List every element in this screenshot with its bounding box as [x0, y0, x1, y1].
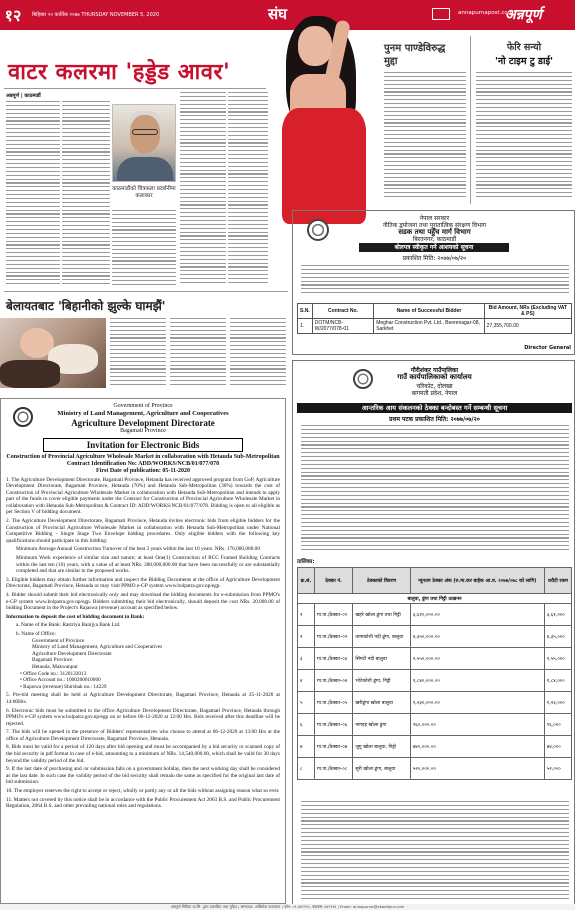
belayat-text-3: [230, 318, 286, 392]
cell-deposit: ५२,०००: [544, 758, 571, 780]
cell-code: गा.पा./ठेक्का–०४: [314, 670, 352, 692]
table-row: [298, 626, 572, 648]
cell-amount: १,२३०,०००.००: [410, 692, 544, 714]
bank-name: a. Name of the Bank: Rastriya Banijya Bank Ltd.: [16, 622, 121, 629]
contract-id: Contract Identification No: ADD/WORKS/NCB/01/077/078: [66, 460, 220, 467]
notice-ministry: Ministry of Land Management, Agriculture and Cooperatives: [57, 410, 229, 417]
article-column-4: [180, 92, 226, 290]
bank-info: Information to deposit the cost of bidding document in Bank:: [6, 613, 145, 620]
cell-item: खरीढुंगा खोला बालुवा: [353, 692, 410, 714]
bank-office-5: Hetauda, Makwanpur: [32, 663, 78, 670]
first-publication: First Date of publication: 05-11-2020: [96, 467, 190, 474]
notice-gov: Government of Province: [113, 403, 173, 409]
cell-item: सुरी खोला ढुंगा, बालुवा: [353, 758, 410, 780]
actress-photo: [268, 16, 380, 224]
headline-poonam: पुनम पाण्डेविरुद्ध मुद्दा: [384, 43, 446, 67]
paragraph-6: 6. Electronic bids must be submitted to the office Agriculture Development Directorate, Bagamati Province, Hetauda through PPMO's e-GP system www.bolpatra.gov.np/egp on or before 06-12-2020 at 12:00 Hrs. Bids received after this deadline will be rejected.: [6, 707, 280, 727]
group-heading: बालुवा, ढुंगा तथा गिट्टी उत्खनन: [298, 594, 572, 604]
tender1-sub: सडक तथा पहुँच मार्ग विभाग: [398, 228, 471, 236]
cell-sn: ७: [298, 736, 315, 758]
tender2-published: प्रथम पटक प्रकाशित मिति: २०७७/०७/२०: [389, 416, 480, 423]
brand-logo: अन्नपूर्ण: [505, 7, 542, 23]
cell-sn: २: [298, 626, 315, 648]
cell-deposit: ७४,०००: [544, 736, 571, 758]
cell-code: गा.पा./ठेक्का–०५: [314, 692, 352, 714]
cell-sn: ८: [298, 758, 315, 780]
cell-sn: 1.: [298, 319, 313, 334]
cell-amount: ३,६१०,०००.००: [410, 604, 544, 626]
col-sn: S.N.: [298, 304, 313, 319]
bank-office-1: Government of Province: [32, 637, 85, 644]
col-amount: न्यूनतम ठेक्का अंक (रु.मा.कर बाहेक आ.व. २०७७/०७८ को लागि): [410, 568, 544, 594]
cell-deposit: १,२३,०००: [544, 692, 571, 714]
table-row: [298, 736, 572, 758]
cell-deposit: २,५५,०००: [544, 648, 571, 670]
cell-deposit: ४,३५,०००: [544, 626, 571, 648]
masthead-logo: संघ: [268, 5, 288, 23]
col-bidder: Name of Successful Bidder: [374, 304, 484, 319]
headline-no-time: 'नो टाइम टु डाई': [494, 56, 554, 67]
bank-office-4: Bagamati Province: [32, 657, 73, 664]
government-emblem-icon: [13, 407, 33, 427]
photo-caption: काठमाडौंको चित्रकला प्रदर्शनीमा कलाकार: [112, 186, 176, 199]
tender1-place: बिरतनगर, काठमाडौं: [412, 236, 457, 243]
bid-acceptance-notice: [292, 210, 575, 355]
tender1-dept: नीतिक द्वयोजना तथा पुरातात्विक संरक्षण विभाग: [382, 222, 487, 229]
invitation-title: Invitation for Electronic Bids: [43, 438, 243, 452]
col-deposit: धरौटी रकम: [544, 568, 571, 594]
article-column-2: [62, 101, 110, 289]
headline-fari: फेरि सन्यो: [506, 42, 542, 53]
belayat-text-1: [110, 318, 166, 392]
rajaswa-code: • Rajaswa (revenue) Shirshak no.: 14229: [20, 683, 107, 690]
cell-deposit: ३,६१,०००: [544, 604, 571, 626]
table-row: [298, 692, 572, 714]
paragraph-7: 7. The bids will be opened in the presence of Bidders' representatives who choose to attend at 06-12-2020 at 13:00 Hrs at the office of Agriculture Development Directorate, Bagamati Province, Hetauda.: [6, 729, 280, 742]
cell-amount: 27,355,700.00: [484, 319, 571, 334]
bullet-1: Minimum Average Annual Construction Turnover of the best 3 years within the last 10 years. NRs. 176,000,000.00: [16, 546, 260, 553]
cell-sn: ६: [298, 714, 315, 736]
footer: अन्नपूर्ण मिडिया प्रा.लि. द्वारा प्रकाशित तथा मुद्रित | सम्पादक: अखिलेश उपाध्याय | फोन: ०१-४४२९९०, फ्याक्स: ४४२९९४ | Email: annapurna@ekantipur.com: [0, 904, 575, 910]
newspaper-icon: [432, 8, 450, 20]
paragraph-3: 3. Eligible bidders may obtain further information and inspect the Bidding Documents at the office of Agriculture Development Directorate, Bagamati Province, Hetauda or may visit PPMO e-GP system www.bolpatra.gov.np/egp.: [6, 576, 280, 590]
belayat-text-2: [170, 318, 226, 392]
cell-item: जुगु खोला बालुवा, गिट्टी: [353, 736, 410, 758]
cell-item: नागदह खोला ढुंगा: [353, 714, 410, 736]
tender2-gov: गौरीशंकर गाउँपालिका: [410, 367, 459, 374]
cell-amount: ४,३५०,०००.००: [410, 626, 544, 648]
revenue-contract-notice: [292, 360, 575, 908]
tender2-body: [301, 425, 569, 555]
tender1-published: प्रकाशित मिति: २०७७/०७/२०: [402, 255, 467, 262]
cell-deposit: ९६,०००: [544, 714, 571, 736]
cell-item: खहरे खोला ढुंगा तथा गिट्टी: [353, 604, 410, 626]
website[interactable]: annapurnapost.com: [458, 10, 514, 16]
paragraph-5: 5. Pre-bid meeting shall be held at Agriculture Development Directorate, Bagamati Province, Hetauda at 25-11-2020 at 14:00Hrs.: [6, 692, 280, 705]
col-code: ठेक्का नं.: [314, 568, 352, 594]
paragraph-4: 4. Bidder should submit their bid electronically only and may download the bidding documents for e-submission from PPMO's e-GP system www.bolpatra.gov.np/egp. Bidders submitting their bid electronically, should deposit the cost NRs. 20,000.00 of bidding Document in the Project's Rajaswa (revenue) account as specified below.: [6, 592, 280, 612]
article-column-3: [112, 210, 176, 290]
table-row: [298, 648, 572, 670]
table-row: [298, 670, 572, 692]
signatory: Director General: [524, 345, 571, 351]
cell-sn: ३: [298, 648, 315, 670]
notice-directorate: Agriculture Development Directorate: [71, 417, 215, 428]
tender2-conditions: [301, 801, 569, 905]
tender2-place: चरिकोट, दोलखा: [416, 383, 453, 390]
cell-contract: DOTM/NCB-W/2077/078-01: [312, 319, 373, 334]
tender1-table: [297, 303, 572, 334]
tender2-title: आन्तरिक आय संकलनको ठेक्का बन्दोबस्त गर्ने सम्बन्धी सूचना: [297, 403, 572, 413]
headline-water-colour: वाटर कलरमा 'हड्डेड आवर': [8, 60, 231, 85]
table-caption: तालिका:: [297, 559, 315, 565]
tender2-office: गाउँ कार्यपालिकाको कार्यालय: [397, 373, 472, 381]
headline-belayat: बेलायतबाट 'बिहानीको झुल्के घामझैं': [6, 299, 166, 313]
table-row: [298, 758, 572, 780]
paragraph-1: 1. The Agriculture Development Directorate, Bagamati Province, Hetauda has received approved program from GoP, Agriculture Development Directorate, Bagamati Province, Hetauda (70%) and Hetauda Sub-Metropolitan (30%) towards the cost of Construction of Provincial Agriculture Wholesale Market in collaboration with Hetauda Sub-Metropolitan and intends to apply part of the funds to cover eligible payments under the Contract for Construction of Provincial Agriculture Wholesale Market in collaboration with Hetauda Sub-Metropolitan & Contract ID: ADD/WORKS/NCB/01/077/078. Bidding is open to all eligible as per Section V of bidding document.: [6, 476, 280, 516]
col-sn: क्र.सं.: [298, 568, 315, 594]
cell-sn: ४: [298, 670, 315, 692]
bank-office-3: Agriculture Development Directorate: [32, 650, 112, 657]
agriculture-bid-notice: [0, 398, 286, 904]
paragraph-2: 2. The Agriculture Development Directorate, Bagamati Province, Hetauda invites electronic bids from eligible bidders for the Construction of Provincial Agriculture Wholesale Market in collaboration with Hetauda Sub-Metropolitan under National Competitive Bidding - Single Stage Two Envelope bidding procedures. Only eligible bidders with the following key qualifications should participate in this bidding:: [6, 518, 280, 544]
article-column-1: [6, 101, 60, 289]
cell-code: गा.पा./ठेक्का–०७: [314, 736, 352, 758]
bank-office-label: b. Name of Office:: [16, 630, 56, 637]
office-account: • Office Account no.: 1000200010000: [20, 677, 101, 684]
page-number: १२: [4, 6, 22, 25]
article-photo: [0, 318, 106, 388]
cell-sn: १: [298, 604, 315, 626]
cell-amount: १,८४०,०००.००: [410, 670, 544, 692]
table-row: [298, 714, 572, 736]
cell-deposit: १,८४,०००: [544, 670, 571, 692]
artist-photo: [112, 104, 176, 182]
tender1-body: [301, 265, 569, 299]
cell-code: गा.पा./ठेक्का–०८: [314, 758, 352, 780]
notice-location: Bagamati Province: [120, 427, 166, 434]
col-contract: Contract No.: [312, 304, 373, 319]
office-code: • Office Code no.: 3120132013: [20, 670, 87, 677]
article-column-5: [228, 92, 268, 290]
cell-code: गा.पा./ठेक्का–०६: [314, 714, 352, 736]
cell-amount: ५२०,०००.००: [410, 758, 544, 780]
tender2-province: बागमती प्रदेश, नेपाल: [411, 390, 458, 397]
fari-article-text: [476, 72, 572, 204]
bank-office-2: Ministry of Land Management, Agriculture and Cooperatives: [32, 644, 163, 651]
paragraph-11: 11. Matters not covered by this notice shall be in accordance with the Public Procurement Act 2063 B.S. and Public Procurement Regulation, 2064 B.S. and other prevailing national rules and regulations.: [6, 796, 280, 810]
cell-code: गा.पा./ठेक्का–०२: [314, 626, 352, 648]
col-item: ठेक्काको विवरण: [353, 568, 410, 594]
cell-item: तामाकोशी नदी ढुंगा, बालुवा: [353, 626, 410, 648]
tender1-gov: नेपाल सरकार: [419, 215, 450, 222]
paragraph-8: 8. Bids must be valid for a period of 120 days after bid opening and must be accompanied by a bid security or scanned copy of the bid security in pdf format in case of e-bid, amounting to a minimum of NRs. 14,540,000.00, which shall be valid for 30 days beyond the validity period of the bid.: [6, 744, 280, 764]
cell-amount: ९६०,०००.००: [410, 714, 544, 736]
date-line: बिहिबार २० कार्तिक २०७७ THURSDAY NOVEMBER 5, 2020: [32, 12, 160, 18]
paragraph-10: 10. The employer reserves the right to accept or reject, wholly or partly any or all the bids without assigning reason what so ever.: [6, 788, 280, 795]
cell-code: गा.पा./ठेक्का–०१: [314, 604, 352, 626]
cell-amount: २,५५०,०००.००: [410, 648, 544, 670]
tender1-title: बोलपत्र स्वीकृत गर्ने आशयको सूचना: [359, 243, 509, 252]
cell-bidder: Meghar Construction Pvt. Ltd., Beerenagar-08, Sarkhet: [374, 319, 484, 334]
project-title: Construction of Provincial Agriculture Wholesale Market in collaboration with Hetauda Sub-Metropolitan: [6, 453, 280, 460]
bullet-2: Minimum Work experience of similar size and nature; at least One(1) Construction of RCC Framed Building Contracts within the last ten (10) years, with a value of at least NRs. 280,000,000.00 that have been successfully or are substantially completed and that are similar to the proposed works.: [16, 555, 280, 575]
cell-code: गा.पा./ठेक्का–०३: [314, 648, 352, 670]
table-row: [298, 604, 572, 626]
paragraph-9: 9. If the last date of purchasing and /or submission falls on a government holiday, then the next working day shall be considered as the last date. In such case the validity period of the bid security shall remain the same as specified for the original last date of bid submission.: [6, 766, 280, 786]
poonam-article-text: [384, 72, 466, 204]
cell-sn: ५: [298, 692, 315, 714]
cell-item: सिंगटी नदी बालुवा: [353, 648, 410, 670]
byline: अन्नपूर्ण | काठमाडौं: [6, 93, 41, 99]
cell-item: भोटेकोशी ढुंगा, गिट्टी: [353, 670, 410, 692]
cell-amount: ७४०,०००.००: [410, 736, 544, 758]
tender2-table: [297, 567, 572, 780]
col-amount: Bid Amount, NRs (Excluding VAT & PS): [484, 304, 571, 319]
